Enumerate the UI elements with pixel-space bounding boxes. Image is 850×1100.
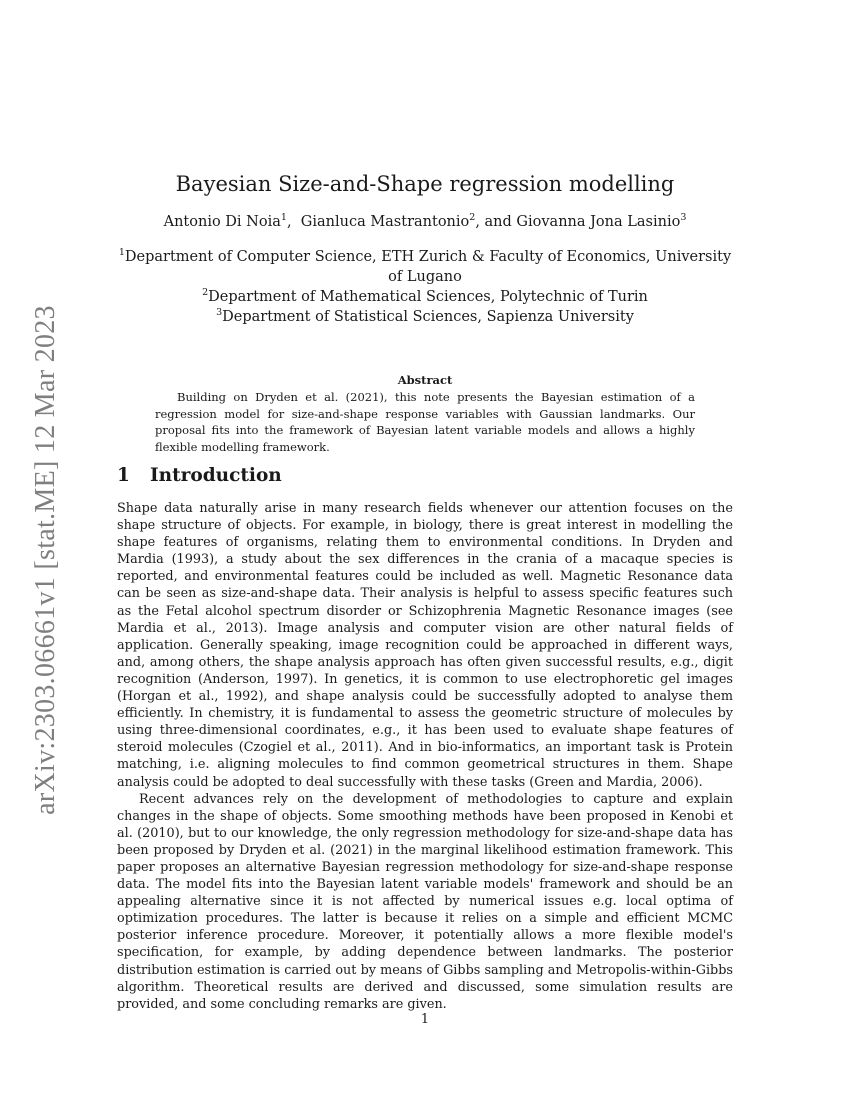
affiliation-number: 3	[216, 307, 223, 318]
page-number: 1	[420, 1012, 430, 1027]
section-number: 1	[117, 465, 130, 486]
affiliation	[117, 247, 733, 287]
affiliation-text: Department of Mathematical Sciences, Polytechnic of Turin	[208, 289, 648, 305]
section-body	[117, 500, 733, 1013]
affiliation	[117, 307, 733, 327]
affiliation-text: Department of Computer Science, ETH Zurich & Faculty of Economics, University of Lugano	[124, 249, 732, 285]
author-affiliation-marker: 3	[680, 212, 687, 223]
author-name: Antonio Di Noia	[163, 214, 281, 230]
abstract-text: Building on Dryden et al. (2021), this note presents the Bayesian estimation of a regression model for size-and-shape response variables with Gaussian landmarks. Our proposal fits into the framework of Bayesian latent variable models and allows a highly flexible modelling framework.	[155, 390, 695, 454]
affiliation-list	[117, 247, 733, 327]
author-affiliation-marker: 2	[469, 212, 476, 223]
affiliation-text: Department of Statistical Sciences, Sapienza University	[222, 309, 634, 325]
author-separator: , and	[475, 214, 517, 230]
abstract-heading: Abstract	[397, 373, 453, 387]
author-affiliation-marker: 1	[280, 212, 287, 223]
affiliation	[117, 287, 733, 307]
paper-title: Bayesian Size-and-Shape regression modelling	[175, 172, 675, 196]
section-heading	[117, 463, 733, 489]
author-separator: ,	[286, 214, 301, 230]
arxiv-identifier-stamp: arXiv:2303.06661v1 [stat.ME] 12 Mar 2023	[30, 305, 61, 815]
author-name: Giovanna Jona Lasinio	[516, 214, 681, 230]
paper-page	[117, 0, 733, 1100]
author-name: Gianluca Mastrantonio	[300, 214, 470, 230]
body-paragraph: Shape data naturally arise in many research fields whenever our attention focuses on the shape structure of objects. For example, in biology, there is great interest in modelling the shape features of organisms, relating them to environmental conditions. In Dryden and Mardia (1993), a study about the sex differences in the crania of a macaque species is reported, and environmental features could be included as well. Magnetic Resonance data can be seen as size-and-shape data. Their analysis is helpful to assess specific features such as the Fetal alcohol spectrum disorder or Schizophrenia Magnetic Resonance images (see Mardia et al., 2013). Image analysis and computer vision are other natural fields of application. Generally speaking, image recognition could be approached in different ways, and, among others, the shape analysis approach has often given successful results, e.g., digit recognition (Anderson, 1997). In genetics, it is common to use electrophoretic gel images (Horgan et al., 1992), and shape analysis could be successfully adopted to analyse them efficiently. In chemistry, it is fundamental to assess the geometric structure of molecules by using three-dimensional coordinates, e.g., it has been used to evaluate shape features of steroid molecules (Czogiel et al., 2011). And in bio-informatics, an important task is Protein matching, i.e. aligning molecules to find common geometrical structures in them. Shape analysis could be adopted to deal successfully with these tasks (Green and Mardia, 2006).	[117, 501, 733, 790]
affiliation-number: 1	[118, 247, 125, 258]
affiliation-number: 2	[202, 287, 209, 298]
author-list	[117, 212, 733, 232]
body-paragraph: Recent advances rely on the development of methodologies to capture and explain changes in the shape of objects. Some smoothing methods have been proposed in Kenobi et al. (2010), but to our knowledge, the only regression methodology for size-and-shape data has been proposed by Dryden et al. (2021) in the marginal likelihood estimation framework. This paper proposes an alternative Bayesian regression methodology for size-and-shape response data. The model fits into the Bayesian latent variable models' framework and should be an appealing alternative since it is not affected by numerical issues e.g. local optima of optimization procedures. The latter is because it relies on a simple and efficient MCMC posterior inference procedure. Moreover, it potentially allows a more flexible model's specification, for example, by adding dependence between landmarks. The posterior distribution estimation is carried out by means of Gibbs sampling and Metropolis-within-Gibbs algorithm. Theoretical results are derived and discussed, some simulation results are provided, and some concluding remarks are given.	[117, 791, 733, 1012]
section-title: Introduction	[150, 465, 282, 486]
